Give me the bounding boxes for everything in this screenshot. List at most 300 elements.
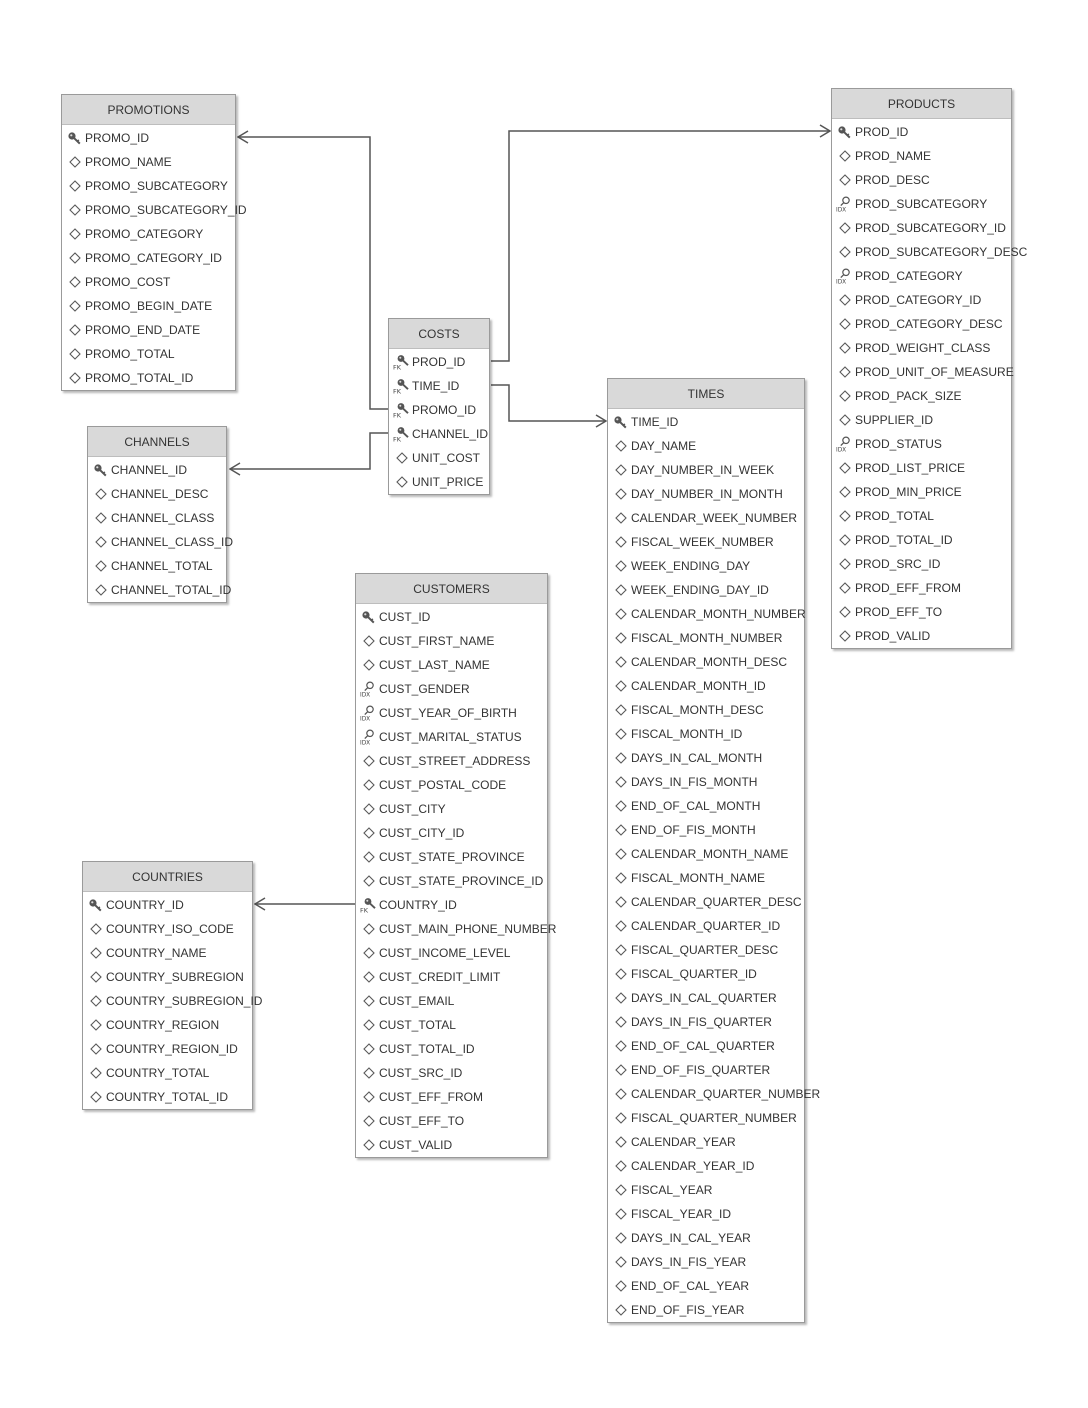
column-diamond-icon [360,1137,378,1153]
promotions-column-promo-subcategory[interactable] [62,174,235,198]
column-name: CUST_LAST_NAME [379,658,490,672]
column-name: CHANNEL_TOTAL_ID [111,583,232,597]
times-column-fiscal-year[interactable] [608,1178,804,1202]
column-name: PROD_NAME [855,149,932,163]
products-column-prod-valid[interactable] [832,624,1011,648]
times-column-days-in-fis-month[interactable] [608,770,804,794]
products-column-prod-subcategory-desc[interactable] [832,240,1028,264]
column-diamond-icon [836,364,854,380]
column-name: CHANNEL_DESC [111,487,209,501]
customers-column-cust-first-name[interactable] [356,629,547,653]
customers-column-cust-state-province-id[interactable] [356,869,547,893]
column-name: PROD_STATUS [855,437,942,451]
column-diamond-icon [836,484,854,500]
column-diamond-icon [612,750,630,766]
times-column-fiscal-month-name[interactable] [608,866,804,890]
countries-column-country-iso-code[interactable] [83,917,252,941]
column-name: END_OF_FIS_MONTH [631,823,756,837]
column-diamond-icon [360,777,378,793]
svg-text:FK: FK [393,435,402,442]
column-name: CUST_STREET_ADDRESS [379,754,531,768]
promotions-column-promo-begin-date[interactable] [62,294,235,318]
column-name: CUST_STATE_PROVINCE_ID [379,874,544,888]
column-name: PROMO_CATEGORY [85,227,204,241]
customers-column-cust-eff-to[interactable] [356,1109,547,1133]
column-name: DAY_NAME [631,439,697,453]
column-name: CUST_TOTAL_ID [379,1042,475,1056]
column-name: COUNTRY_REGION_ID [106,1042,238,1056]
rel-costs-time-to-times [491,385,606,421]
column-name: DAYS_IN_FIS_MONTH [631,775,758,789]
column-diamond-icon [612,870,630,886]
channels-column-channel-total-id[interactable] [88,578,232,602]
times-column-calendar-month-desc[interactable] [608,650,804,674]
costs-column-list [389,349,489,494]
times-column-end-of-cal-month[interactable] [608,794,804,818]
column-diamond-icon [87,921,105,937]
column-diamond-icon [612,1062,630,1078]
customers-column-cust-valid[interactable] [356,1133,547,1157]
column-name: CALENDAR_MONTH_NAME [631,847,789,861]
customers-column-cust-state-province[interactable] [356,845,547,869]
column-diamond-icon [836,316,854,332]
products-column-prod-category[interactable] [832,264,1011,288]
customers-column-cust-credit-limit[interactable] [356,965,547,989]
foreign-key-icon [393,378,411,394]
times-table-title: TIMES [608,379,804,409]
column-name: END_OF_CAL_YEAR [631,1279,750,1293]
column-diamond-icon [612,822,630,838]
svg-text:IDX: IDX [836,207,847,212]
column-name: CHANNEL_ID [111,463,188,477]
column-name: PROD_SUBCATEGORY_ID [855,221,1006,235]
column-diamond-icon [612,1278,630,1294]
column-name: FISCAL_YEAR [631,1183,713,1197]
column-diamond-icon [360,1017,378,1033]
column-name: CUST_CREDIT_LIMIT [379,970,501,984]
primary-key-icon [836,124,854,140]
column-name: PROD_DESC [855,173,930,187]
costs-column-time-id[interactable] [389,374,489,398]
customers-column-cust-src-id[interactable] [356,1061,547,1085]
products-column-prod-list-price[interactable] [832,456,1011,480]
channels-column-list [88,457,234,602]
times-column-days-in-cal-quarter[interactable] [608,986,804,1010]
times-table[interactable] [607,378,821,1323]
column-name: FISCAL_MONTH_ID [631,727,743,741]
customers-column-cust-id[interactable] [356,605,547,629]
costs-table-title: COSTS [389,319,489,349]
column-name: END_OF_FIS_QUARTER [631,1063,771,1077]
column-name: CALENDAR_YEAR_ID [631,1159,755,1173]
column-diamond-icon [612,942,630,958]
svg-text:IDX: IDX [360,740,371,745]
column-diamond-icon [836,220,854,236]
column-name: END_OF_CAL_MONTH [631,799,761,813]
column-name: PROD_CATEGORY_ID [855,293,982,307]
products-column-prod-total-id[interactable] [832,528,1011,552]
times-column-days-in-fis-quarter[interactable] [608,1010,804,1034]
column-diamond-icon [92,510,110,526]
column-diamond-icon [612,1302,630,1318]
column-diamond-icon [66,226,84,242]
times-column-fiscal-quarter-desc[interactable] [608,938,804,962]
column-diamond-icon [836,172,854,188]
promotions-column-list [62,125,247,390]
times-column-day-number-in-week[interactable] [608,458,804,482]
column-name: DAY_NUMBER_IN_MONTH [631,487,783,501]
column-name: PROMO_COST [85,275,171,289]
products-column-prod-subcategory[interactable] [832,192,1011,216]
customers-table[interactable] [355,573,557,1158]
column-name: PROD_TOTAL [855,509,934,523]
column-name: PROMO_BEGIN_DATE [85,299,213,313]
times-column-calendar-month-number[interactable] [608,602,804,626]
column-name: CUST_CITY [379,802,446,816]
column-name: PROD_LIST_PRICE [855,461,966,475]
column-diamond-icon [612,678,630,694]
column-name: PROD_PACK_SIZE [855,389,962,403]
products-column-prod-eff-from[interactable] [832,576,1011,600]
column-diamond-icon [360,825,378,841]
promotions-table[interactable] [61,94,247,391]
customers-column-cust-eff-from[interactable] [356,1085,547,1109]
rel-costs-promo-to-promotions [238,137,389,409]
column-name: UNIT_COST [412,451,481,465]
rel-costs-prod-to-products [491,131,830,361]
column-name: CALENDAR_MONTH_ID [631,679,766,693]
column-name: FISCAL_QUARTER_DESC [631,943,779,957]
times-column-end-of-fis-year[interactable] [608,1298,804,1322]
products-column-prod-status[interactable] [832,432,1011,456]
column-name: WEEK_ENDING_DAY_ID [631,583,769,597]
products-column-prod-id[interactable] [832,120,1011,144]
promotions-column-promo-total-id[interactable] [62,366,235,390]
column-name: PROD_TOTAL_ID [855,533,953,547]
column-name: FISCAL_QUARTER_ID [631,967,757,981]
channels-column-channel-class-id[interactable] [88,530,234,554]
column-diamond-icon [612,654,630,670]
times-column-end-of-fis-month[interactable] [608,818,804,842]
costs-column-prod-id[interactable] [389,350,489,374]
costs-column-channel-id[interactable] [389,422,489,446]
column-name: CALENDAR_QUARTER_NUMBER [631,1087,821,1101]
times-column-calendar-quarter-desc[interactable] [608,890,804,914]
column-diamond-icon [612,438,630,454]
column-diamond-icon [612,630,630,646]
column-name: PROD_EFF_TO [855,605,943,619]
products-column-list [832,119,1028,648]
products-column-prod-unit-of-measure[interactable] [832,360,1014,384]
times-column-week-ending-day[interactable] [608,554,804,578]
column-name: CHANNEL_CLASS_ID [111,535,234,549]
countries-column-country-name[interactable] [83,941,252,965]
column-name: PROMO_ID [412,403,477,417]
promotions-column-promo-category[interactable] [62,222,235,246]
column-name: END_OF_CAL_QUARTER [631,1039,775,1053]
times-column-end-of-cal-year[interactable] [608,1274,804,1298]
products-column-supplier-id[interactable] [832,408,1011,432]
products-column-prod-total[interactable] [832,504,1011,528]
column-name: CHANNEL_TOTAL [111,559,213,573]
column-diamond-icon [87,945,105,961]
column-name: CALENDAR_QUARTER_DESC [631,895,802,909]
column-name: FISCAL_WEEK_NUMBER [631,535,774,549]
customers-column-country-id[interactable] [356,893,547,917]
column-name: CUST_CITY_ID [379,826,465,840]
column-name: COUNTRY_ID [379,898,457,912]
column-name: PROD_SUBCATEGORY_DESC [855,245,1028,259]
times-column-end-of-cal-quarter[interactable] [608,1034,804,1058]
rel-costs-channel-to-channels [230,433,389,469]
costs-table[interactable] [388,318,490,495]
times-column-fiscal-week-number[interactable] [608,530,804,554]
column-diamond-icon [393,450,411,466]
column-diamond-icon [612,1014,630,1030]
column-diamond-icon [360,1089,378,1105]
products-column-prod-desc[interactable] [832,168,1011,192]
column-diamond-icon [393,474,411,490]
primary-key-icon [66,130,84,146]
column-name: FISCAL_QUARTER_NUMBER [631,1111,797,1125]
customers-table-title: CUSTOMERS [356,574,547,604]
column-diamond-icon [612,894,630,910]
times-column-week-ending-day-id[interactable] [608,578,804,602]
column-name: PROD_ID [855,125,909,139]
column-diamond-icon [360,1041,378,1057]
column-diamond-icon [66,178,84,194]
column-diamond-icon [612,1206,630,1222]
svg-text:FK: FK [393,411,402,418]
customers-column-cust-total-id[interactable] [356,1037,547,1061]
times-column-fiscal-month-id[interactable] [608,722,804,746]
customers-column-cust-postal-code[interactable] [356,773,547,797]
products-column-prod-subcategory-id[interactable] [832,216,1011,240]
column-diamond-icon [836,460,854,476]
times-column-days-in-cal-year[interactable] [608,1226,804,1250]
column-name: DAYS_IN_CAL_MONTH [631,751,763,765]
column-diamond-icon [836,580,854,596]
times-column-days-in-cal-month[interactable] [608,746,804,770]
column-name: TIME_ID [412,379,460,393]
channels-column-channel-total[interactable] [88,554,226,578]
customers-column-cust-main-phone-number[interactable] [356,917,557,941]
column-diamond-icon [612,918,630,934]
column-diamond-icon [612,1158,630,1174]
column-diamond-icon [360,993,378,1009]
countries-column-list [83,892,263,1109]
column-name: TIME_ID [631,415,679,429]
column-name: PROD_UNIT_OF_MEASURE [855,365,1014,379]
index-icon [836,436,854,452]
times-column-day-number-in-month[interactable] [608,482,804,506]
customers-column-cust-street-address[interactable] [356,749,547,773]
promotions-table-title: PROMOTIONS [62,95,235,125]
column-name: CUST_STATE_PROVINCE [379,850,525,864]
countries-column-country-subregion-id[interactable] [83,989,263,1013]
svg-text:IDX: IDX [836,447,847,452]
column-diamond-icon [612,462,630,478]
countries-column-country-total[interactable] [83,1061,252,1085]
column-name: CUST_MARITAL_STATUS [379,730,522,744]
index-icon [360,705,378,721]
countries-column-country-subregion[interactable] [83,965,252,989]
times-column-fiscal-month-desc[interactable] [608,698,804,722]
column-diamond-icon [612,1134,630,1150]
column-diamond-icon [360,969,378,985]
column-name: CUST_MAIN_PHONE_NUMBER [379,922,557,936]
column-diamond-icon [612,486,630,502]
column-name: DAYS_IN_FIS_QUARTER [631,1015,772,1029]
times-column-day-name[interactable] [608,434,804,458]
products-column-prod-weight-class[interactable] [832,336,1011,360]
column-diamond-icon [612,774,630,790]
promotions-column-promo-id[interactable] [62,126,235,150]
customers-column-cust-marital-status[interactable] [356,725,547,749]
channels-column-channel-class[interactable] [88,506,226,530]
countries-column-country-id[interactable] [83,893,252,917]
products-column-prod-category-desc[interactable] [832,312,1011,336]
column-name: FISCAL_MONTH_NUMBER [631,631,783,645]
column-name: PROD_CATEGORY [855,269,963,283]
svg-text:FK: FK [393,387,402,394]
products-column-prod-name[interactable] [832,144,1011,168]
column-name: CUST_POSTAL_CODE [379,778,507,792]
customers-column-cust-email[interactable] [356,989,547,1013]
column-diamond-icon [612,966,630,982]
column-diamond-icon [612,726,630,742]
times-column-calendar-month-id[interactable] [608,674,804,698]
products-column-prod-min-price[interactable] [832,480,1011,504]
countries-table[interactable] [82,861,263,1110]
times-column-fiscal-quarter-id[interactable] [608,962,804,986]
costs-column-unit-price[interactable] [389,470,489,494]
countries-column-country-region-id[interactable] [83,1037,252,1061]
column-diamond-icon [87,993,105,1009]
column-diamond-icon [836,628,854,644]
costs-column-promo-id[interactable] [389,398,489,422]
customers-column-cust-total[interactable] [356,1013,547,1037]
channels-column-channel-id[interactable] [88,458,226,482]
times-column-fiscal-quarter-number[interactable] [608,1106,804,1130]
costs-column-unit-cost[interactable] [389,446,489,470]
column-name: CHANNEL_CLASS [111,511,215,525]
index-icon [360,681,378,697]
products-column-prod-pack-size[interactable] [832,384,1011,408]
column-diamond-icon [360,1065,378,1081]
column-diamond-icon [612,1182,630,1198]
column-diamond-icon [92,582,110,598]
column-name: CUST_VALID [379,1138,453,1152]
column-diamond-icon [612,1110,630,1126]
column-diamond-icon [87,1065,105,1081]
column-diamond-icon [836,340,854,356]
primary-key-icon [612,414,630,430]
promotions-column-promo-end-date[interactable] [62,318,235,342]
countries-column-country-total-id[interactable] [83,1085,252,1109]
customers-column-cust-year-of-birth[interactable] [356,701,547,725]
products-table[interactable] [831,88,1028,649]
primary-key-icon [92,462,110,478]
channels-table[interactable] [87,426,234,603]
promotions-column-promo-cost[interactable] [62,270,235,294]
times-column-calendar-quarter-id[interactable] [608,914,804,938]
column-diamond-icon [360,753,378,769]
column-diamond-icon [92,534,110,550]
column-name: COUNTRY_TOTAL [106,1066,210,1080]
column-diamond-icon [360,921,378,937]
promotions-column-promo-total[interactable] [62,342,235,366]
promotions-column-promo-category-id[interactable] [62,246,235,270]
column-diamond-icon [612,1086,630,1102]
times-column-calendar-year[interactable] [608,1130,804,1154]
times-column-calendar-year-id[interactable] [608,1154,804,1178]
column-name: PROMO_CATEGORY_ID [85,251,222,265]
times-column-calendar-week-number[interactable] [608,506,804,530]
times-column-fiscal-month-number[interactable] [608,626,804,650]
column-name: CUST_GENDER [379,682,470,696]
column-diamond-icon [66,346,84,362]
column-name: COUNTRY_ISO_CODE [106,922,234,936]
svg-text:IDX: IDX [836,279,847,284]
column-name: DAYS_IN_FIS_YEAR [631,1255,747,1269]
customers-column-cust-last-name[interactable] [356,653,547,677]
column-name: CUST_FIRST_NAME [379,634,495,648]
column-diamond-icon [360,873,378,889]
column-diamond-icon [612,510,630,526]
column-name: SUPPLIER_ID [855,413,934,427]
index-icon [836,268,854,284]
countries-column-country-region[interactable] [83,1013,252,1037]
promotions-column-promo-name[interactable] [62,150,235,174]
customers-column-cust-income-level[interactable] [356,941,547,965]
index-icon [360,729,378,745]
column-name: CHANNEL_ID [412,427,489,441]
column-diamond-icon [836,508,854,524]
times-column-fiscal-year-id[interactable] [608,1202,804,1226]
times-column-calendar-month-name[interactable] [608,842,804,866]
column-name: PROD_ID [412,355,466,369]
products-column-prod-src-id[interactable] [832,552,1011,576]
column-name: COUNTRY_SUBREGION_ID [106,994,263,1008]
column-diamond-icon [92,486,110,502]
column-diamond-icon [612,702,630,718]
column-name: CUST_EFF_TO [379,1114,465,1128]
column-name: PROD_SUBCATEGORY [855,197,988,211]
times-column-days-in-fis-year[interactable] [608,1250,804,1274]
column-name: PROMO_NAME [85,155,172,169]
times-column-calendar-quarter-number[interactable] [608,1082,821,1106]
column-diamond-icon [836,388,854,404]
column-diamond-icon [87,1041,105,1057]
column-diamond-icon [360,849,378,865]
promotions-column-promo-subcategory-id[interactable] [62,198,247,222]
column-diamond-icon [612,798,630,814]
products-column-prod-category-id[interactable] [832,288,1011,312]
customers-column-cust-city-id[interactable] [356,821,547,845]
column-name: COUNTRY_NAME [106,946,207,960]
times-column-end-of-fis-quarter[interactable] [608,1058,804,1082]
times-column-time-id[interactable] [608,410,804,434]
products-column-prod-eff-to[interactable] [832,600,1011,624]
column-diamond-icon [92,558,110,574]
customers-column-cust-gender[interactable] [356,677,547,701]
channels-column-channel-desc[interactable] [88,482,226,506]
customers-column-cust-city[interactable] [356,797,547,821]
column-diamond-icon [66,370,84,386]
column-diamond-icon [836,412,854,428]
column-diamond-icon [360,801,378,817]
